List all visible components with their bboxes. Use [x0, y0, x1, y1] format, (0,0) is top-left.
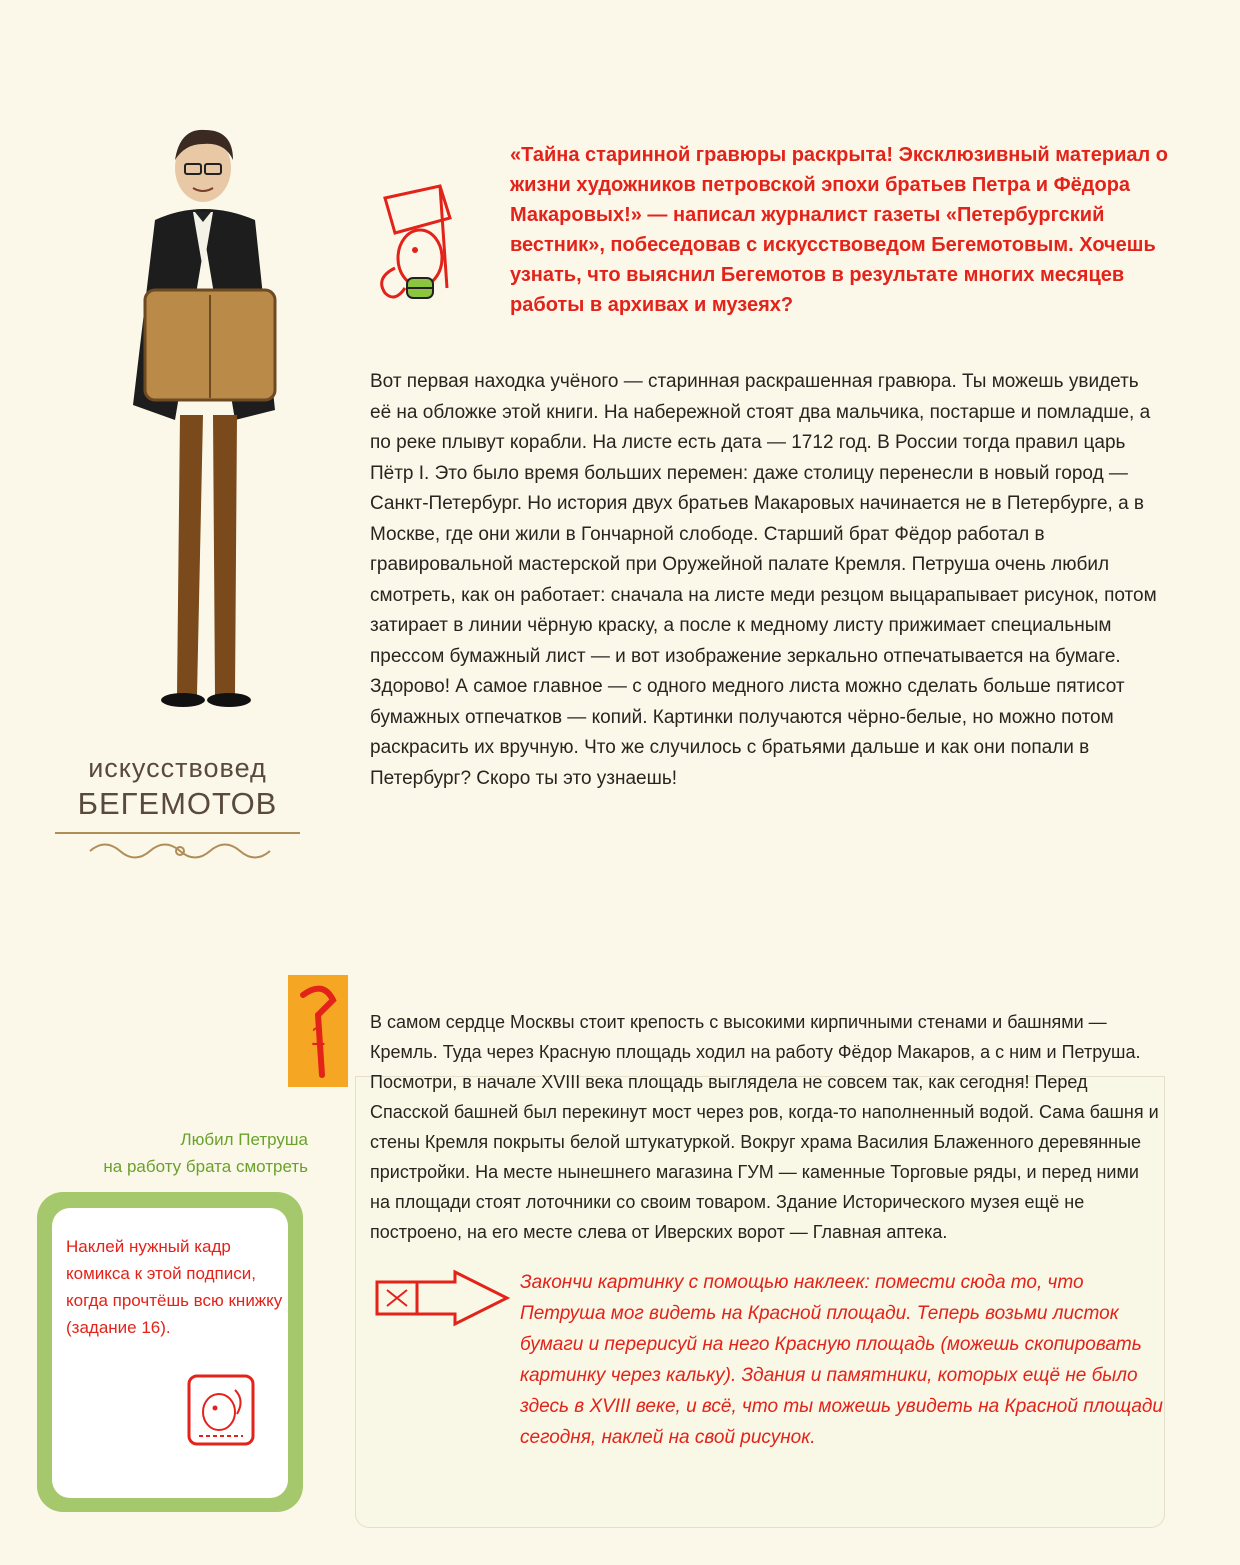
- flag-mouse-icon: [355, 178, 480, 313]
- task-badge: [288, 975, 348, 1087]
- caption-rule: [55, 832, 300, 834]
- sidebar-caption-line2: на работу брата смотреть: [103, 1157, 308, 1176]
- task-instructions: Закончи картинку с помощью наклеек: помести сюда то, что Петруша мог видеть на Красной площади. Теперь возьми листок бумаги и перерисуй на него Красную площадь (можешь скопировать картинку через кальку). Здания и памятники, которых ещё не было здесь в XVIII веке, и всё, что ты можешь увидеть на Красной площади сегодня, наклей на свой рисунок.: [520, 1272, 1163, 1448]
- paragraph-red-square: В самом сердце Москвы стоит крепость с высокими кирпичными стенами и башнями — Кремль. Туда через Красную площадь ходил на работу Фёдор Макаров, а с ним и Петруша. Посмотри, в начале XVIII века площадь выглядела не совсем так, как сегодня! Перед Спасской башней был перекинут мост через ров, когда-то наполненный водой. Сама башня и стены Кремля покрыты белой штукатуркой. Вокруг храма Василия Блаженного деревянные пристройки. На месте нынешнего магазина ГУМ — каменные Торговые ряды, и перед ними на площади стоят лоточники со своим товаром. Здание Исторического музея ещё не построено, на его месте слева от Иверских ворот — Главная аптека.: [370, 1012, 1159, 1242]
- character-caption: [55, 752, 300, 834]
- sticker-instructions: Наклей нужный кадр комикса к этой подписи, когда прочтёшь всю книжку (задание 16).: [66, 1237, 283, 1337]
- art-historian-illustration: [85, 120, 325, 720]
- sticker-mouse-icon: [185, 1370, 257, 1450]
- task-number: 1: [310, 1020, 326, 1051]
- arrow-pointer-icon: [375, 1268, 510, 1328]
- sidebar-caption-line1: Любил Петруша: [180, 1130, 308, 1149]
- character-role: искусствовед: [88, 753, 267, 783]
- ornament-divider: [80, 838, 280, 864]
- intro-text: «Тайна старинной гравюры раскрыта! Эксклюзивный материал о жизни художников петровской эпохи братьев Петра и Фёдора Макаровых!» — написал журналист газеты «Петербургский вестник», побеседовав с искусствоведом Бегемотовым. Хочешь узнать, что выяснил Бегемотов в результате многих месяцев работы в архивах и музеях?: [510, 144, 1168, 316]
- number-one-badge: [288, 975, 348, 1087]
- paragraph-engraving: Вот первая находка учёного — старинная раскрашенная гравюра. Ты можешь увидеть её на обложке этой книги. На набережной стоят два мальчика, постарше и помладше, а по реке плывут корабли. На листе есть дата — 1712 год. В России тогда правил царь Пётр I. Это было время больших перемен: даже столицу перенесли в новый город — Санкт-Петербург. Но история двух братьев Макаровых начинается не в Петербурге, а в Москве, где они жили в Гончарной слободе. Старший брат Фёдор работал в гравировальной мастерской при Оружейной палате Кремля. Петруша очень любил смотреть, как он работает: сначала на листе меди резцом выцарапывает рисунок, потом затирает в линии чёрную краску, а после к медному листу прижимает специальным прессом бумажный лист — и вот изображение зеркально отпечатывается на бумаге. Здорово! А самое главное — с одного медного листа можно сделать больше пятисот бумажных отпечатков — копий. Картинки получаются чёрно-белые, но можно потом раскрасить их вручную. Что же случилось с братьями дальше и как они попали в Петербург? Скоро ты это узнаешь!: [370, 371, 1157, 789]
- sidebar-caption: [48, 1126, 308, 1180]
- character-name: БЕГЕМОТОВ: [77, 786, 278, 821]
